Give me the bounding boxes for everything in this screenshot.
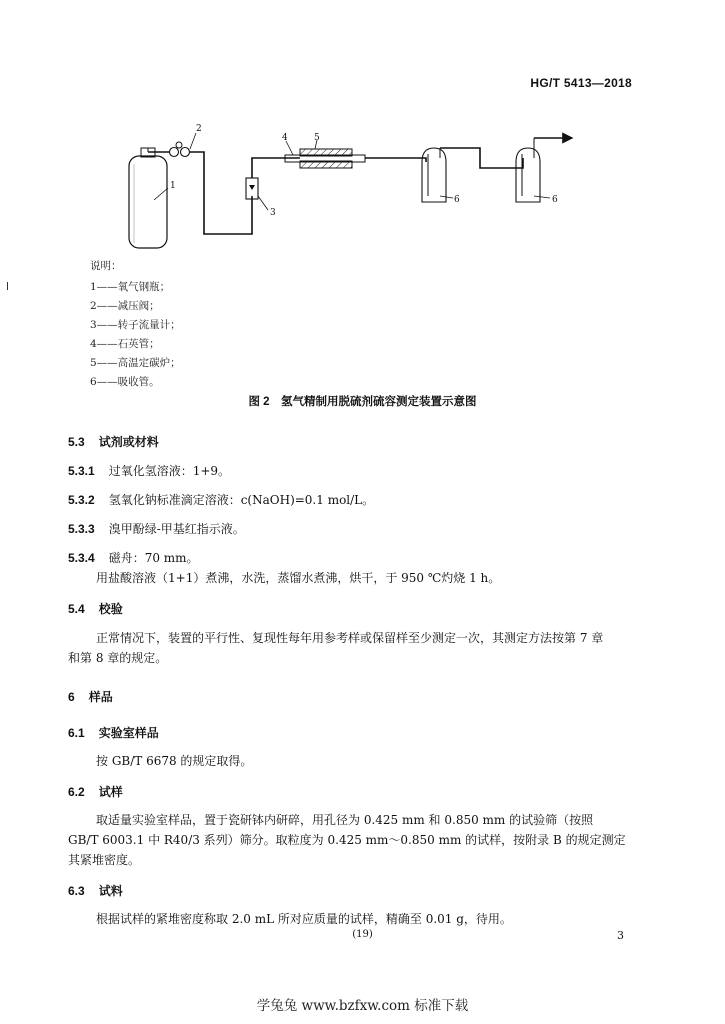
standard-code: HG/T 5413—2018 [530, 76, 632, 90]
callout-5: 5 [314, 133, 320, 143]
apparatus-diagram [110, 118, 590, 258]
section-title: 试样 [98, 785, 123, 799]
section-6-3-heading [68, 882, 123, 899]
page-number-center: (19) [352, 929, 373, 940]
oxygen-cylinder [129, 148, 167, 248]
legend-item-1: 1——氧气钢瓶； [90, 281, 171, 293]
scan-mark [7, 282, 8, 290]
section-title: 实验室样品 [98, 726, 159, 740]
section-6-2-line-2: GB/T 6003.1 中 R40/3 系列）筛分。取粒度为 0.425 mm～0.850 mm 的试样，按附录 B 的规定测定 [68, 833, 626, 847]
section-5-4-heading [68, 600, 123, 617]
section-title: 校验 [98, 602, 123, 616]
callout-6a: 6 [454, 195, 460, 205]
section-number: 6.1 [68, 726, 85, 740]
legend-item-4: 4——石英管； [90, 338, 160, 350]
section-5-4-line-1: 正常情况下，装置的平行性、复现性每年用参考样或保留样至少测定一次，其测定方法按第 7 章 [96, 631, 604, 645]
absorption-tube-1 [422, 148, 446, 202]
section-number: 5.3.3 [68, 522, 95, 536]
section-6-3-text: 根据试样的紧堆密度称取 2.0 mL 所对应质量的试样，精确至 0.01 g，待用。 [96, 912, 512, 926]
section-6-2-line-3: 其紧堆密度。 [68, 853, 141, 867]
legend-item-5: 5——高温定碳炉； [90, 357, 181, 369]
gas-line-2 [190, 152, 252, 234]
callout-4: 4 [282, 133, 288, 143]
legend-item-6: 6——吸收管。 [90, 376, 160, 388]
callout-3: 3 [270, 208, 276, 218]
section-text: 磁舟：70 mm。 [108, 551, 199, 565]
section-5-3-1 [68, 462, 230, 479]
section-6-1-text: 按 GB/T 6678 的规定取得。 [96, 754, 253, 768]
section-5-4-line-2: 和第 8 章的规定。 [68, 651, 168, 665]
section-5-3-4 [68, 549, 199, 566]
gas-line-5 [440, 148, 523, 168]
footer-watermark: 学兔兔 www.bzfxw.com 标准下载 [256, 998, 469, 1014]
section-text: 过氧化氢溶液：1+9。 [108, 464, 231, 478]
section-6-1-heading [68, 724, 159, 741]
section-6-2-heading [68, 783, 123, 800]
section-number: 5.3.2 [68, 493, 95, 507]
callout-6b: 6 [552, 195, 558, 205]
section-number: 5.4 [68, 602, 85, 616]
section-text: 氢氧化钠标准滴定溶液：c(NaOH)=0.1 mol/L。 [108, 493, 375, 507]
section-number: 5.3.4 [68, 551, 95, 565]
callout-2: 2 [196, 124, 202, 134]
figure-caption: 图 2 氢气精制用脱硫剂硫容测定装置示意图 [248, 396, 477, 408]
absorption-tube-2 [516, 138, 540, 202]
section-title: 试料 [98, 884, 123, 898]
legend-title: 说明： [90, 260, 122, 272]
section-6-heading [68, 688, 113, 705]
gas-line-4 [365, 158, 426, 162]
section-number: 5.3 [68, 435, 85, 449]
pressure-regulator [148, 142, 190, 157]
section-number: 6 [68, 690, 75, 704]
section-5-3-2 [68, 491, 374, 508]
section-5-3-4-detail: 用盐酸溶液（1+1）煮沸，水洗，蒸馏水煮沸，烘干，于 950 ℃灼烧 1 h。 [96, 571, 501, 585]
section-number: 6.2 [68, 785, 85, 799]
section-5-3-heading [68, 433, 159, 450]
section-number: 5.3.1 [68, 464, 95, 478]
section-5-3-3 [68, 520, 245, 537]
legend-item-3: 3——转子流量计； [90, 319, 181, 331]
legend-item-2: 2——减压阀； [90, 300, 160, 312]
section-number: 6.3 [68, 884, 85, 898]
section-title: 试剂或材料 [98, 435, 159, 449]
rotameter [246, 178, 258, 199]
section-text: 溴甲酚绿-甲基红指示液。 [108, 522, 245, 536]
gas-line-3 [252, 158, 300, 178]
section-title: 样品 [88, 690, 113, 704]
section-6-2-line-1: 取适量实验室样品，置于瓷研钵内研碎，用孔径为 0.425 mm 和 0.850 mm 的试验筛（按照 [96, 813, 594, 827]
callout-1: 1 [170, 181, 176, 191]
page-number: 3 [617, 929, 624, 942]
